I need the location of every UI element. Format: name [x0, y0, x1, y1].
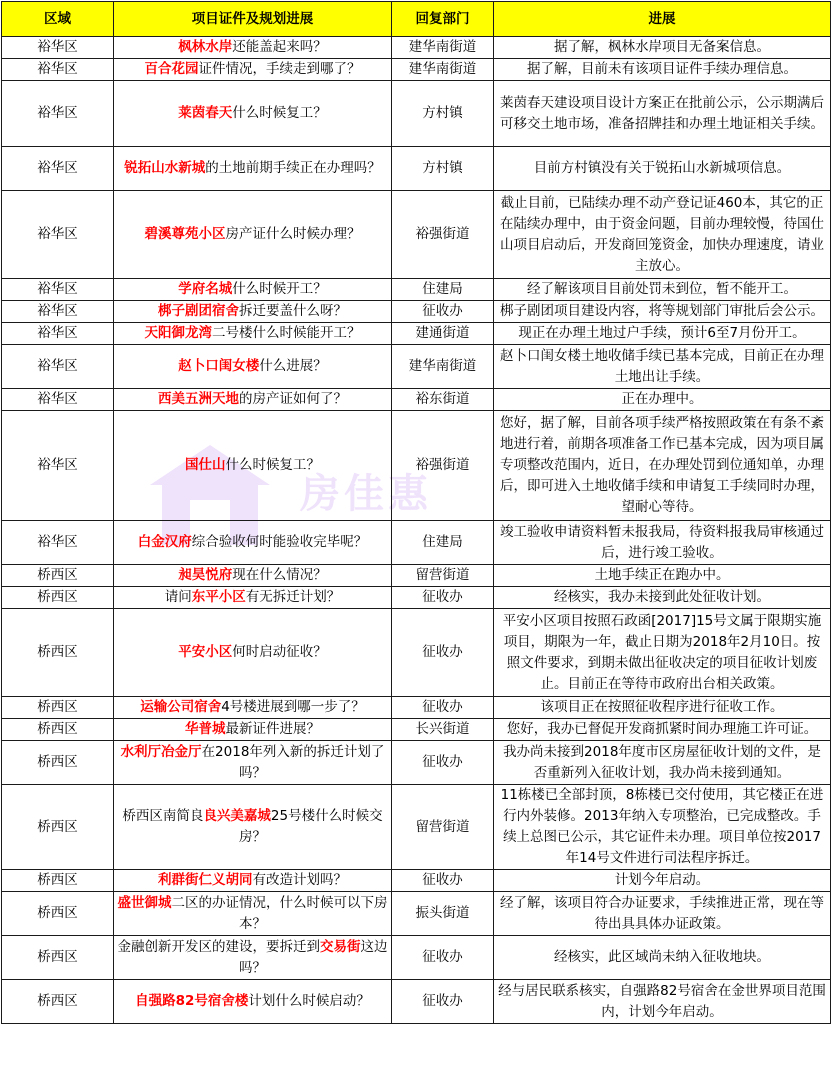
- question-suffix: 的房产证如何了？: [239, 391, 347, 407]
- cell-dept: 征收办: [392, 301, 494, 323]
- question-suffix: 有无拆迁计划？: [245, 589, 341, 605]
- table-row: [2, 323, 831, 345]
- cell-progress: 该项目正在按照征收程序进行征收工作。: [494, 697, 831, 719]
- header-area: 区域: [2, 2, 114, 37]
- cell-question: [114, 389, 392, 411]
- table-row: [2, 389, 831, 411]
- cell-dept: 建华南街道: [392, 59, 494, 81]
- question-suffix: 房产证什么时候办理？: [225, 226, 361, 242]
- cell-question: [114, 587, 392, 609]
- cell-question: [114, 301, 392, 323]
- cell-dept: 建华南街道: [392, 345, 494, 389]
- project-name: 赵卜口闺女楼: [178, 358, 260, 374]
- project-name: 水利厅冶金厅: [120, 743, 202, 760]
- cell-area: 桥西区: [2, 980, 114, 1024]
- cell-progress: 正在办理中。: [494, 389, 831, 411]
- question-suffix: 的土地前期手续正在办理吗？: [205, 160, 381, 176]
- question-suffix: 二区的办证情况，什么时候可以下房本？: [171, 894, 388, 932]
- table-row: [2, 870, 831, 892]
- cell-question: [114, 279, 392, 301]
- cell-question: [114, 147, 392, 191]
- project-name: 利群街仁义胡同: [158, 872, 253, 888]
- table-row: [2, 892, 831, 936]
- cell-question: [114, 59, 392, 81]
- cell-question: [114, 936, 392, 980]
- cell-progress: 您好，我办已督促开发商抓紧时间办理施工许可证。: [494, 719, 831, 741]
- cell-area: 桥西区: [2, 741, 114, 785]
- cell-progress: 平安小区项目按照石政函[2017]15号文属于限期实施项目，期限为一年，截止日期为2018年2月10日。按照文件要求，到期未做出征收决定的项目征收计划废止。目前正在等待市政府出台相关政策。: [494, 609, 831, 697]
- cell-dept: 征收办: [392, 587, 494, 609]
- question-suffix: 计划什么时候启动？: [248, 993, 370, 1009]
- project-name: 枫林水岸: [178, 39, 233, 55]
- project-name: 良兴美嘉城: [203, 808, 271, 824]
- question-suffix: 现在什么情况？: [232, 567, 327, 583]
- table-row: [2, 345, 831, 389]
- cell-dept: 裕强街道: [392, 411, 494, 521]
- cell-dept: 裕东街道: [392, 389, 494, 411]
- cell-area: 裕华区: [2, 521, 114, 565]
- table-row: [2, 147, 831, 191]
- cell-progress: 我办尚未接到2018年度市区房屋征收计划的文件，是否重新列入征收计划，我办尚未接到通知。: [494, 741, 831, 785]
- cell-area: 裕华区: [2, 59, 114, 81]
- table-row: [2, 521, 831, 565]
- cell-area: 桥西区: [2, 870, 114, 892]
- cell-progress: 11栋楼已全部封顶，8栋楼已交付使用，其它楼正在进行内外装修。2013年纳入专项整治，已完成整改。手续上总图已公示，其它证件未办理。项目单位按2017年14号文件进行司法程序拆迁。: [494, 785, 831, 870]
- cell-area: 裕华区: [2, 279, 114, 301]
- cell-question: [114, 719, 392, 741]
- cell-area: 裕华区: [2, 191, 114, 279]
- header-progress: 进展: [494, 2, 831, 37]
- cell-progress: 计划今年启动。: [494, 870, 831, 892]
- cell-area: 桥西区: [2, 587, 114, 609]
- cell-dept: 建通街道: [392, 323, 494, 345]
- question-suffix: 最新证件进展？: [225, 721, 320, 737]
- watermark-text: 房佳惠: [300, 471, 432, 517]
- project-name: 锐拓山水新城: [124, 160, 206, 176]
- table-row: [2, 279, 831, 301]
- cell-dept: 征收办: [392, 980, 494, 1024]
- question-suffix: 证件情况，手续走到哪了？: [198, 61, 361, 77]
- cell-question: [114, 81, 392, 147]
- cell-question: [114, 323, 392, 345]
- cell-question: [114, 870, 392, 892]
- question-suffix: 有改造计划吗？: [252, 872, 347, 888]
- question-suffix: 什么时候开工？: [232, 281, 327, 297]
- cell-question: [114, 980, 392, 1024]
- cell-progress: 经与居民联系核实，自强路82号宿舍在金世界项目范围内，计划今年启动。: [494, 980, 831, 1024]
- project-name: 莱茵春天: [178, 105, 233, 121]
- project-name: 昶昊悦府: [178, 567, 233, 583]
- cell-question: [114, 411, 392, 521]
- cell-area: 桥西区: [2, 697, 114, 719]
- cell-area: 裕华区: [2, 345, 114, 389]
- cell-progress: 目前方村镇没有关于锐拓山水新城项信息。: [494, 147, 831, 191]
- project-name: 学府名城: [178, 281, 233, 297]
- project-name: 天阳御龙湾: [144, 325, 212, 341]
- question-suffix: 什么进展？: [259, 358, 327, 374]
- project-progress-table: [1, 1, 831, 1024]
- cell-area: 桥西区: [2, 892, 114, 936]
- cell-dept: 征收办: [392, 697, 494, 719]
- cell-area: 裕华区: [2, 411, 114, 521]
- project-name: 东平小区: [191, 589, 246, 605]
- project-name: 西美五洲天地: [158, 391, 239, 407]
- cell-progress: 现正在办理土地过户手续，预计6至7月份开工。: [494, 323, 831, 345]
- question-suffix: 还能盖起来吗？: [232, 39, 327, 55]
- cell-question: [114, 892, 392, 936]
- question-suffix: 25号楼什么时候交房？: [239, 808, 383, 845]
- cell-dept: 住建局: [392, 279, 494, 301]
- table-row: [2, 59, 831, 81]
- cell-progress: 经了解该项目目前处罚未到位，暂不能开工。: [494, 279, 831, 301]
- project-name: 梆子剧团宿舍: [158, 303, 239, 319]
- table-row: [2, 191, 831, 279]
- cell-progress: 经核实，此区域尚未纳入征收地块。: [494, 936, 831, 980]
- cell-question: [114, 785, 392, 870]
- cell-dept: 振头街道: [392, 892, 494, 936]
- table-row: [2, 301, 831, 323]
- cell-progress: 土地手续正在跑办中。: [494, 565, 831, 587]
- question-suffix: 综合验收何时能验收完毕呢？: [191, 534, 368, 550]
- cell-area: 裕华区: [2, 323, 114, 345]
- table-row: [2, 565, 831, 587]
- table-row: [2, 587, 831, 609]
- cell-question: [114, 609, 392, 697]
- question-suffix: 二号楼什么时候能开工？: [212, 325, 361, 341]
- project-name: 盛世御城: [117, 894, 172, 911]
- cell-area: 桥西区: [2, 719, 114, 741]
- cell-area: 裕华区: [2, 389, 114, 411]
- table-row: [2, 936, 831, 980]
- table-row: [2, 609, 831, 697]
- cell-question: [114, 565, 392, 587]
- cell-area: 桥西区: [2, 936, 114, 980]
- table-row: [2, 81, 831, 147]
- cell-dept: 征收办: [392, 609, 494, 697]
- cell-dept: 建华南街道: [392, 37, 494, 59]
- table-row: [2, 37, 831, 59]
- cell-dept: 裕强街道: [392, 191, 494, 279]
- cell-progress: 经核实，我办未接到此处征收计划。: [494, 587, 831, 609]
- cell-area: 桥西区: [2, 565, 114, 587]
- cell-question: [114, 741, 392, 785]
- table-row: [2, 719, 831, 741]
- cell-progress: 截止目前，已陆续办理不动产登记证460本，其它的正在陆续办理中，由于资金问题，目前办理较慢，待国仕山项目启动后，开发商回笼资金，加快办理速度，请业主放心。: [494, 191, 831, 279]
- question-suffix: 这边吗？: [239, 938, 388, 976]
- cell-dept: 征收办: [392, 870, 494, 892]
- cell-progress: 莱茵春天建设项目设计方案正在批前公示，公示期满后可移交土地市场，准备招牌挂和办理土地证相关手续。: [494, 81, 831, 147]
- project-name: 白金汉府: [137, 534, 192, 550]
- project-name: 平安小区: [178, 644, 233, 660]
- cell-question: [114, 37, 392, 59]
- table-row: [2, 741, 831, 785]
- cell-progress: 据了解，目前未有该项目证件手续办理信息。: [494, 59, 831, 81]
- project-name: 自强路82号宿舍楼: [135, 993, 249, 1009]
- cell-dept: 方村镇: [392, 147, 494, 191]
- header-row: [2, 2, 831, 37]
- header-project: 项目证件及规划进展: [114, 2, 392, 37]
- question-suffix: 什么时候复工？: [232, 105, 327, 121]
- cell-progress: 您好，据了解，目前各项手续严格按照政策在有条不紊地进行着，前期各项准备工作已基本完成，因为项目属专项整改范围内，近日，在办理处罚到位通知单，办理后，即可进入土地收储手续和申请复工手续同时办理，望耐心等待。: [494, 411, 831, 521]
- cell-progress: 据了解，枫林水岸项目无备案信息。: [494, 37, 831, 59]
- table-row: [2, 411, 831, 521]
- table-row: [2, 980, 831, 1024]
- question-suffix: 何时启动征收？: [232, 644, 327, 660]
- cell-area: 桥西区: [2, 609, 114, 697]
- project-name: 碧溪尊苑小区: [144, 226, 226, 242]
- cell-question: [114, 521, 392, 565]
- cell-dept: 征收办: [392, 741, 494, 785]
- cell-progress: 赵卜口闺女楼土地收储手续已基本完成，目前正在办理土地出让手续。: [494, 345, 831, 389]
- cell-dept: 征收办: [392, 936, 494, 980]
- question-prefix: 请问: [164, 589, 192, 605]
- cell-progress: 竣工验收申请资料暂未报我局，待资料报我局审核通过后，进行竣工验收。: [494, 521, 831, 565]
- project-name: 运输公司宿舍: [140, 699, 222, 715]
- project-name: 国仕山: [185, 457, 226, 473]
- cell-dept: 长兴街道: [392, 719, 494, 741]
- question-prefix: 桥西区南简良: [122, 808, 204, 824]
- cell-question: [114, 697, 392, 719]
- cell-area: 裕华区: [2, 147, 114, 191]
- cell-dept: 留营街道: [392, 565, 494, 587]
- question-suffix: 在2018年列入新的拆迁计划了吗？: [201, 743, 385, 781]
- cell-dept: 住建局: [392, 521, 494, 565]
- cell-dept: 方村镇: [392, 81, 494, 147]
- question-suffix: 什么时候复工？: [225, 457, 320, 473]
- question-suffix: 4号楼进展到哪一步了？: [221, 699, 365, 715]
- cell-area: 裕华区: [2, 37, 114, 59]
- cell-question: [114, 191, 392, 279]
- cell-question: [114, 345, 392, 389]
- question-suffix: 拆迁要盖什么呀？: [239, 303, 347, 319]
- header-dept: 回复部门: [392, 2, 494, 37]
- project-name: 交易街: [320, 938, 361, 955]
- table-row: [2, 785, 831, 870]
- cell-area: 裕华区: [2, 301, 114, 323]
- cell-progress: 经了解，该项目符合办证要求，手续推进正常，现在等待出具具体办证政策。: [494, 892, 831, 936]
- cell-dept: 留营街道: [392, 785, 494, 870]
- cell-area: 桥西区: [2, 785, 114, 870]
- table-row: [2, 697, 831, 719]
- project-name: 华普城: [185, 721, 226, 737]
- question-prefix: 金融创新开发区的建设，要拆迁到: [117, 938, 320, 955]
- cell-progress: 梆子剧团项目建设内容，将等规划部门审批后会公示。: [494, 301, 831, 323]
- project-name: 百合花园: [144, 61, 199, 77]
- cell-area: 裕华区: [2, 81, 114, 147]
